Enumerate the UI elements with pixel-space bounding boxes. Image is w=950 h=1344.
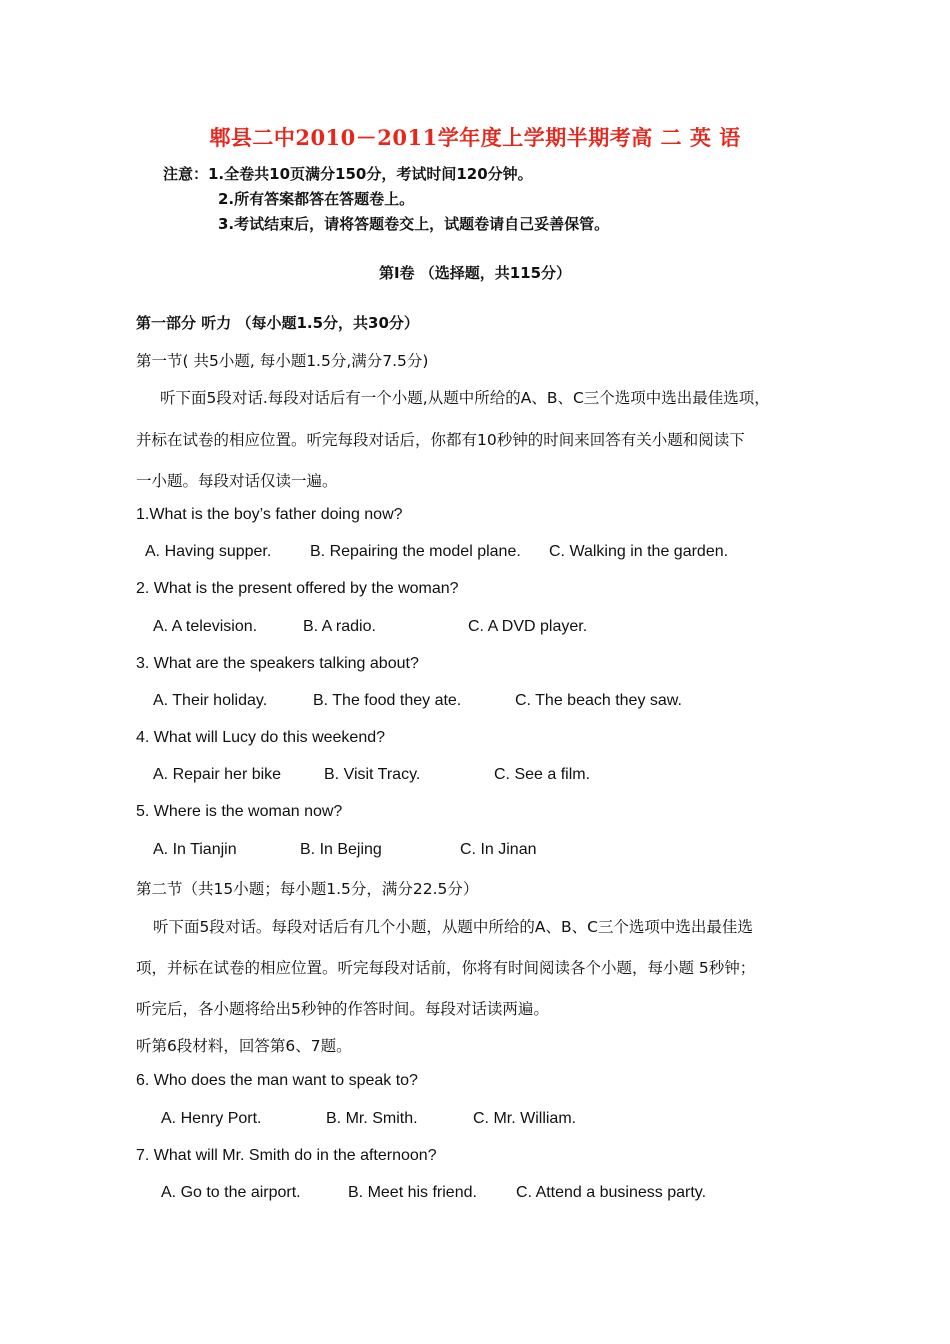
section2-instruction-line: 听完后，各小题将给出5秒钟的作答时间。每段对话读两遍。 [136, 1000, 549, 1018]
question-4: 4. What will Lucy do this weekend? [136, 729, 386, 746]
section2-instruction-line: 听下面5段对话。每段对话后有几个小题，从题中所给的A、B、C三个选项中选出最佳选 [153, 918, 753, 936]
option-b: B. Repairing the model plane. [310, 543, 521, 560]
option-c: C. A DVD player. [468, 618, 588, 635]
material-6-note: 听第6段材料，回答第6、7题。 [136, 1037, 352, 1055]
section2-instruction-line: 项，并标在试卷的相应位置。听完每段对话前，你将有时间阅读各个小题，每小题 5秒钟； [136, 959, 756, 977]
question-1: 1.What is the boy’s father doing now? [136, 506, 403, 523]
exam-title: 郫县二中2010－2011学年度上学期半期考高 二 英 语 [209, 125, 741, 150]
option-b: B. A radio. [303, 618, 376, 635]
option-a: A. In Tianjin [153, 841, 237, 858]
option-c: C. In Jinan [460, 841, 537, 858]
volume-title: 第Ⅰ卷 （选择题，共115分） [378, 264, 572, 282]
question-5: 5. Where is the woman now? [136, 803, 343, 820]
option-b: B. Visit Tracy. [324, 766, 421, 783]
option-c: C. See a film. [494, 766, 591, 783]
option-a: A. A television. [153, 618, 258, 635]
option-a: A. Henry Port. [161, 1110, 262, 1127]
section1-heading: 第一节( 共5小题, 每小题1.5分,满分7.5分) [136, 352, 429, 370]
question-2: 2. What is the present offered by the woman? [136, 580, 459, 597]
option-b: B. The food they ate. [313, 692, 462, 709]
option-a: A. Having supper. [145, 543, 272, 560]
note-line-3: 3.考试结束后，请将答题卷交上，试题卷请自己妥善保管。 [218, 215, 610, 233]
option-b: B. Meet his friend. [348, 1184, 477, 1201]
section1-instruction-line: 并标在试卷的相应位置。听完每段对话后，你都有10秒钟的时间来回答有关小题和阅读下 [136, 431, 745, 449]
section2-heading: 第二节（共15小题；每小题1.5分，满分22.5分） [136, 880, 479, 898]
section1-instruction-line: 一小题。每段对话仅读一遍。 [136, 472, 338, 490]
note-line-1: 注意：1.全卷共10页满分150分，考试时间120分钟。 [163, 165, 533, 183]
option-c: C. Attend a business party. [516, 1184, 707, 1201]
option-b: B. Mr. Smith. [326, 1110, 418, 1127]
question-7: 7. What will Mr. Smith do in the afternoon? [136, 1147, 437, 1164]
question-6: 6. Who does the man want to speak to? [136, 1072, 418, 1089]
option-b: B. In Bejing [300, 841, 382, 858]
option-c: C. The beach they saw. [515, 692, 682, 709]
option-a: A. Their holiday. [153, 692, 268, 709]
option-c: C. Mr. William. [473, 1110, 577, 1127]
option-a: A. Repair her bike [153, 766, 282, 783]
question-3: 3. What are the speakers talking about? [136, 655, 419, 672]
note-line-2: 2.所有答案都答在答题卷上。 [218, 190, 415, 208]
option-a: A. Go to the airport. [161, 1184, 301, 1201]
option-c: C. Walking in the garden. [549, 543, 729, 560]
section1-instruction-line: 听下面5段对话.每段对话后有一个小题,从题中所给的A、B、C三个选项中选出最佳选项， [160, 389, 770, 407]
part1-heading: 第一部分 听力 （每小题1.5分，共30分） [136, 314, 419, 332]
